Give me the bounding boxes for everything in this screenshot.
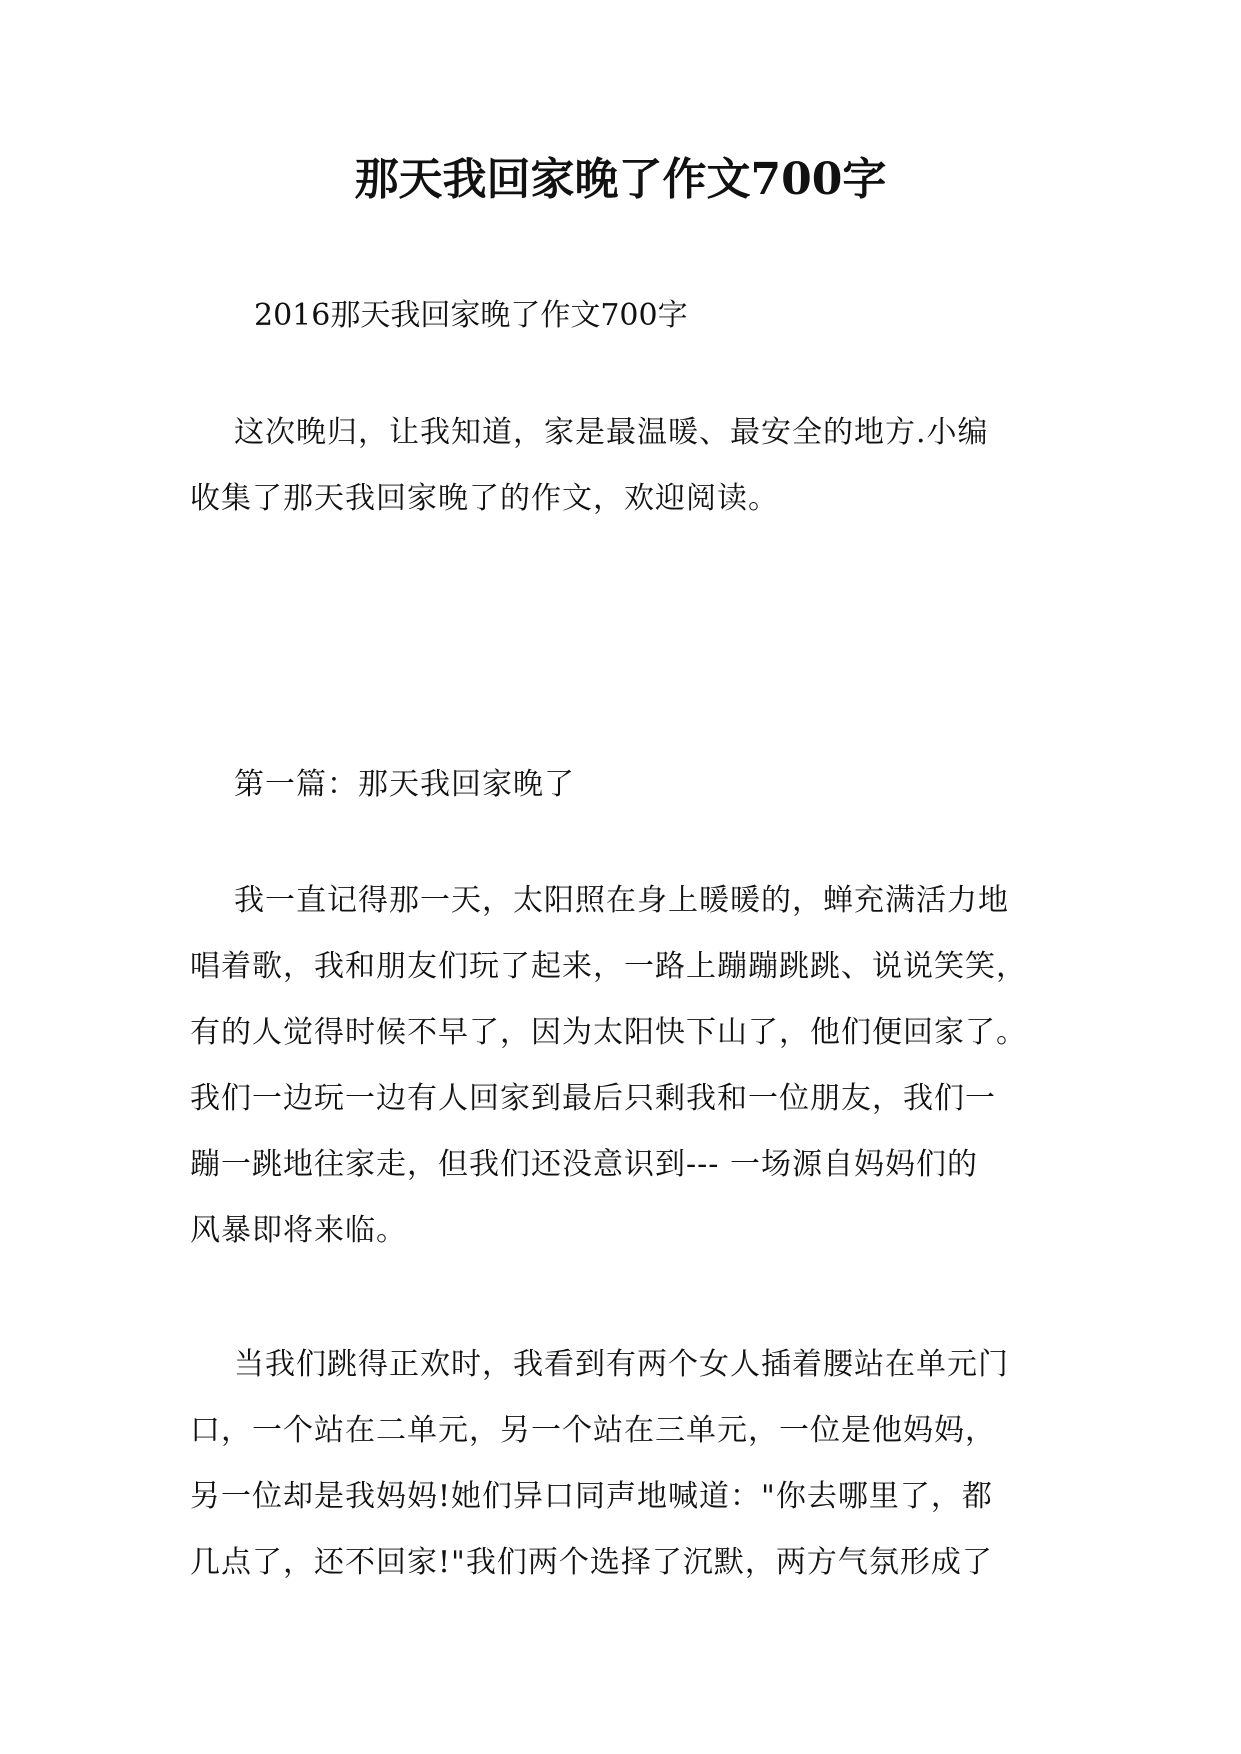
paragraph-line: 收集了那天我回家晚了的作文，欢迎阅读。 (190, 481, 779, 516)
intro-paragraph (190, 400, 1060, 532)
paragraph-line: 另一位却是我妈妈!她们异口同声地喊道："你去哪里了，都 (190, 1479, 993, 1514)
paragraph-line: 口，一个站在二单元，另一个站在三单元，一位是他妈妈， (190, 1413, 996, 1448)
body-paragraph-1 (190, 868, 1060, 1264)
paragraph-line: 唱着歌，我和朋友们玩了起来，一路上蹦蹦跳跳、说说笑笑， (190, 949, 1027, 984)
paragraph-line: 风暴即将来临。 (190, 1213, 407, 1248)
section-heading-text: 第一篇：那天我回家晚了 (234, 767, 575, 802)
section-heading (190, 752, 1060, 818)
body-paragraph-2 (190, 1332, 1060, 1596)
paragraph-line: 当我们跳得正欢时，我看到有两个女人插着腰站在单元门 (234, 1347, 1009, 1382)
document-title: 那天我回家晚了作文700字 (354, 154, 887, 205)
paragraph-line: 我一直记得那一天，太阳照在身上暖暖的，蝉充满活力地 (234, 883, 1009, 918)
paragraph-line: 蹦一跳地往家走，但我们还没意识到--- 一场源自妈妈们的 (190, 1147, 978, 1182)
paragraph-line: 我们一边玩一边有人回家到最后只剩我和一位朋友，我们一 (190, 1081, 996, 1116)
document-subtitle: 2016那天我回家晚了作文700字 (254, 298, 688, 333)
paragraph-line: 有的人觉得时候不早了，因为太阳快下山了，他们便回家了。 (190, 1015, 1027, 1050)
paragraph-line: 几点了，还不回家!"我们两个选择了沉默，两方气氛形成了 (190, 1545, 993, 1580)
paragraph-line: 这次晚归，让我知道，家是最温暖、最安全的地方.小编 (234, 415, 989, 450)
